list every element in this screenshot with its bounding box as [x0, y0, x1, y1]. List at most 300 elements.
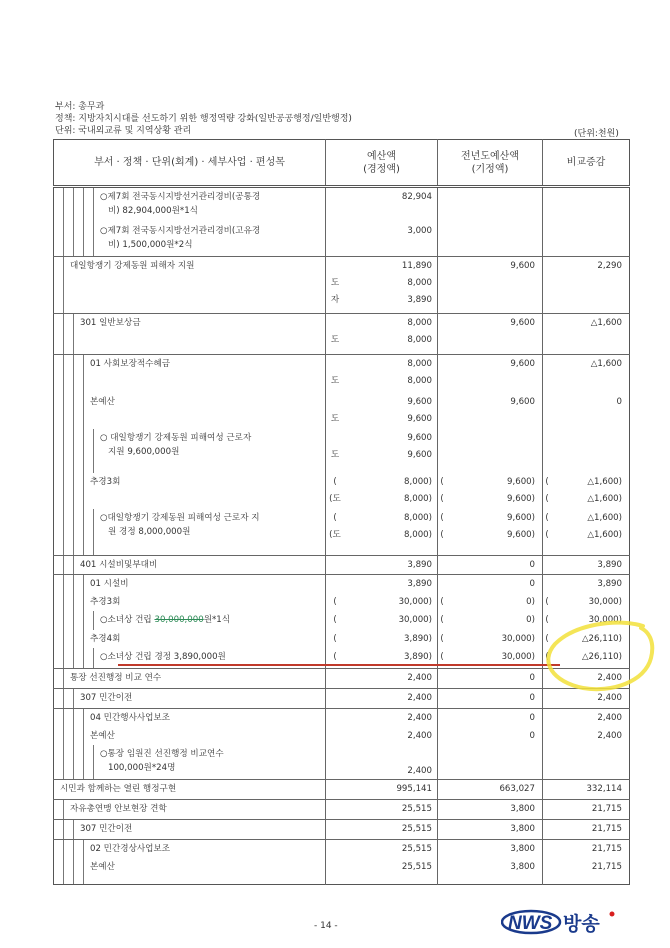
table-row: [54, 745, 630, 780]
amount-prefix: (: [333, 651, 337, 662]
amount-prefix: (: [440, 596, 444, 607]
indent-guide: [83, 355, 84, 393]
table-row: [54, 820, 630, 840]
difference-cell: [543, 509, 630, 556]
amount-prefix: (: [440, 614, 444, 625]
indent-guide: [73, 393, 74, 429]
amount-prefix: (: [440, 633, 444, 644]
amount-value: 25,515: [401, 803, 432, 814]
amount-value: △1,600: [590, 317, 622, 328]
table-row: [54, 509, 630, 556]
budget-cell: [326, 709, 438, 728]
table-row: [54, 611, 630, 630]
indent-guide: [63, 648, 64, 668]
indent-guide: [63, 188, 64, 222]
difference-cell: [543, 840, 630, 859]
difference-cell: [543, 429, 630, 473]
category-cell: [54, 727, 326, 745]
difference-cell: [543, 780, 630, 800]
previous-cell: [438, 556, 543, 575]
amount-prefix: (도: [329, 493, 341, 504]
table-row: [54, 858, 630, 885]
difference-cell: [543, 575, 630, 594]
indent-guide: [83, 745, 84, 779]
difference-cell: [543, 187, 630, 223]
difference-cell: [543, 393, 630, 429]
category-text: 자유총연맹 안보현장 견학: [70, 804, 167, 814]
difference-cell: [543, 257, 630, 314]
indent-guide: [63, 611, 64, 630]
amount-value: 2,400: [407, 730, 432, 741]
amount-value: 9,600: [510, 396, 535, 407]
amount-value: 9,600: [510, 317, 535, 328]
category-text: 지원 9,600,000원: [108, 447, 180, 457]
previous-cell: [438, 709, 543, 728]
category-cell: [54, 429, 326, 473]
indent-guide: [93, 188, 94, 222]
difference-cell: [543, 593, 630, 611]
indent-guide: [83, 611, 84, 630]
amount-value: 2,400: [597, 730, 622, 741]
previous-cell: [438, 429, 543, 473]
amount-value: 25,515: [401, 861, 432, 872]
previous-cell: [438, 355, 543, 394]
amount-value: 3,800: [510, 861, 535, 872]
previous-cell: [438, 257, 543, 314]
difference-cell: [543, 314, 630, 355]
budget-cell: [326, 473, 438, 509]
table-row: [54, 840, 630, 859]
table-row: [54, 473, 630, 509]
amount-value: 3,800: [510, 823, 535, 834]
indent-guide: [83, 393, 84, 429]
amount-prefix: (: [440, 651, 444, 662]
table-row: [54, 355, 630, 394]
amount-prefix: (: [333, 476, 337, 487]
indent-guide: [83, 222, 84, 256]
category-text: ○제7회 전국동시지방선거관리경비(고유경: [100, 226, 261, 236]
category-cell: [54, 593, 326, 611]
previous-cell: [438, 593, 543, 611]
amount-value: 21,715: [591, 823, 622, 834]
amount-value: 3,800: [510, 843, 535, 854]
category-cell: [54, 222, 326, 257]
amount-value: 2,400: [597, 712, 622, 723]
category-text: 비) 1,500,000원*2식: [108, 240, 193, 250]
amount-value: 2,400: [597, 672, 622, 683]
indent-guide: [63, 593, 64, 611]
amount-prefix: 도: [330, 334, 340, 345]
table-row: [54, 593, 630, 611]
indent-guide: [93, 745, 94, 779]
table-row: [54, 393, 630, 429]
amount-value: △1,600): [587, 476, 622, 487]
column-header-category: 부서 · 정책 · 단위(회계) · 세부사업 · 편성목: [54, 140, 326, 187]
indent-guide: [63, 575, 64, 593]
indent-guide: [63, 709, 64, 727]
difference-cell: [543, 858, 630, 885]
amount-value: 11,890: [401, 260, 432, 271]
yellow-highlight-circle: [545, 618, 655, 693]
amount-prefix: 자: [330, 294, 340, 305]
table-row: [54, 780, 630, 800]
amount-value: 21,715: [591, 803, 622, 814]
amount-value: 2,400: [407, 712, 432, 723]
amount-value: 30,000): [398, 614, 432, 625]
category-text: ○제7회 전국동시지방선거관리경비(공통경: [100, 192, 261, 202]
table-row: [54, 222, 630, 257]
category-cell: [54, 257, 326, 314]
category-text: 대일항쟁기 강제동원 피해자 지원: [70, 261, 195, 271]
budget-cell: [326, 840, 438, 859]
category-text: 추경3회: [90, 477, 121, 487]
indent-guide: [93, 611, 94, 630]
budget-cell: [326, 780, 438, 800]
budget-cell: [326, 187, 438, 223]
category-cell: [54, 669, 326, 689]
table-row: [54, 727, 630, 745]
indent-guide: [63, 727, 64, 745]
amount-value: 8,000): [404, 512, 432, 523]
indent-guide: [83, 727, 84, 745]
amount-value: 9,600: [510, 358, 535, 369]
amount-value: △1,600): [587, 512, 622, 523]
amount-value: 8,000): [404, 493, 432, 504]
indent-guide: [63, 840, 64, 858]
indent-guide: [83, 858, 84, 884]
amount-value: 995,141: [396, 783, 432, 794]
budget-cell: [326, 745, 438, 780]
amount-value: 9,600: [407, 413, 432, 424]
amount-prefix: (: [333, 596, 337, 607]
indent-guide: [63, 429, 64, 473]
difference-cell: [543, 355, 630, 394]
amount-prefix: 도: [330, 375, 340, 386]
indent-guide: [93, 648, 94, 668]
category-cell: [54, 858, 326, 885]
red-underline-mark: [118, 664, 560, 666]
amount-value: 663,027: [499, 783, 535, 794]
budget-cell: [326, 800, 438, 820]
indent-guide: [73, 709, 74, 727]
difference-cell: [543, 727, 630, 745]
budget-cell: [326, 257, 438, 314]
budget-cell: [326, 222, 438, 257]
indent-guide: [73, 630, 74, 648]
amount-prefix: (: [545, 493, 549, 504]
previous-cell: [438, 222, 543, 257]
amount-value: 2,400: [407, 672, 432, 683]
amount-value: 3,890: [597, 559, 622, 570]
indent-guide: [73, 593, 74, 611]
indent-guide: [83, 429, 84, 473]
previous-cell: [438, 575, 543, 594]
category-cell: [54, 745, 326, 780]
category-text: 비) 82,904,000원*1식: [108, 206, 198, 216]
category-cell: [54, 840, 326, 859]
budget-cell: [326, 820, 438, 840]
currency-unit: (단위:천원): [574, 129, 619, 139]
policy-line: 정책: 지방자치시대를 선도하기 위한 행정역량 강화(일반공공행정/일반행정): [55, 114, 352, 124]
indent-guide: [73, 840, 74, 858]
category-cell: [54, 187, 326, 223]
table-header-row: [54, 140, 630, 187]
amount-value: 0: [529, 672, 535, 683]
indent-guide: [73, 689, 74, 708]
svg-text:방송: 방송: [563, 913, 600, 935]
previous-cell: [438, 473, 543, 509]
category-text: 04 민간행사사업보조: [90, 713, 171, 723]
category-cell: [54, 800, 326, 820]
indent-guide: [63, 473, 64, 509]
budget-cell: [326, 727, 438, 745]
difference-cell: [543, 709, 630, 728]
amount-value: 3,890): [404, 651, 432, 662]
indent-guide: [73, 314, 74, 354]
table-row: [54, 630, 630, 648]
category-text: 01 시설비: [90, 579, 129, 589]
category-text: 01 사회보장적수혜금: [90, 359, 171, 369]
amount-prefix: (: [545, 512, 549, 523]
indent-guide: [83, 509, 84, 555]
amount-value: 9,600: [407, 449, 432, 460]
indent-guide: [93, 429, 94, 473]
previous-cell: [438, 509, 543, 556]
amount-value: 0: [529, 712, 535, 723]
amount-value: 8,000: [407, 334, 432, 345]
previous-cell: [438, 669, 543, 689]
amount-value: 0: [616, 396, 622, 407]
amount-prefix: 도: [330, 413, 340, 424]
amount-value: 30,000): [588, 596, 622, 607]
budget-cell: [326, 858, 438, 885]
budget-cell: [326, 509, 438, 556]
indent-guide: [73, 858, 74, 884]
budget-cell: [326, 575, 438, 594]
amount-value: 25,515: [401, 843, 432, 854]
amount-value: 9,600: [407, 396, 432, 407]
category-text: 본예산: [90, 397, 115, 407]
indent-guide: [63, 820, 64, 839]
amount-value: 8,000: [407, 358, 432, 369]
previous-cell: [438, 727, 543, 745]
amount-value: 3,000: [407, 225, 432, 236]
indent-guide: [63, 393, 64, 429]
amount-value: 9,600): [507, 476, 535, 487]
indent-guide: [83, 648, 84, 668]
table-row: [54, 429, 630, 473]
indent-guide: [93, 222, 94, 256]
amount-prefix: (: [545, 476, 549, 487]
previous-cell: [438, 745, 543, 780]
amount-value: 332,114: [586, 783, 622, 794]
amount-prefix: (: [440, 512, 444, 523]
category-text: 본예산: [90, 731, 115, 741]
category-text: 통장 선진행정 비교 연수: [70, 673, 162, 683]
indent-guide: [73, 222, 74, 256]
indent-guide: [63, 314, 64, 354]
amount-value: 0): [526, 596, 535, 607]
amount-value: 9,600: [510, 260, 535, 271]
indent-guide: [73, 509, 74, 555]
indent-guide: [63, 745, 64, 779]
budget-cell: [326, 556, 438, 575]
indent-guide: [73, 355, 74, 393]
previous-cell: [438, 800, 543, 820]
amount-prefix: (도: [329, 529, 341, 540]
amount-value: 30,000): [501, 651, 535, 662]
budget-cell: [326, 593, 438, 611]
page-number: - 14 -: [314, 921, 338, 931]
column-header-difference: 비교증감: [543, 140, 630, 187]
category-text: 301 일반보상금: [80, 318, 141, 328]
budget-cell: [326, 611, 438, 630]
category-cell: [54, 630, 326, 648]
category-cell: [54, 689, 326, 709]
amount-value: 2,400: [407, 692, 432, 703]
indent-guide: [73, 556, 74, 574]
amount-prefix: (: [545, 614, 549, 625]
amount-prefix: (: [333, 633, 337, 644]
indent-guide: [73, 188, 74, 222]
previous-cell: [438, 630, 543, 648]
previous-cell: [438, 689, 543, 709]
category-cell: [54, 355, 326, 394]
indent-guide: [93, 509, 94, 555]
table-body: [54, 187, 630, 885]
amount-value: 0: [529, 692, 535, 703]
category-text: 02 민간경상사업보조: [90, 844, 171, 854]
amount-value: 82,904: [401, 191, 432, 202]
indent-guide: [73, 473, 74, 509]
previous-cell: [438, 314, 543, 355]
table-row: [54, 556, 630, 575]
indent-guide: [63, 355, 64, 393]
category-cell: [54, 473, 326, 509]
category-text: ○소녀상 건립 경정 3,890,000원: [100, 652, 226, 662]
category-cell: [54, 611, 326, 630]
indent-guide: [83, 840, 84, 858]
previous-cell: [438, 820, 543, 840]
amount-prefix: (: [333, 614, 337, 625]
indent-guide: [83, 709, 84, 727]
budget-cell: [326, 630, 438, 648]
amount-value: 25,515: [401, 823, 432, 834]
amount-prefix: 도: [330, 449, 340, 460]
department-line: 부서: 총무과: [55, 102, 105, 112]
previous-cell: [438, 840, 543, 859]
previous-cell: [438, 858, 543, 885]
category-cell: [54, 575, 326, 594]
table-row: [54, 800, 630, 820]
budget-cell: [326, 314, 438, 355]
indent-guide: [63, 509, 64, 555]
budget-cell: [326, 669, 438, 689]
amount-value: 2,400: [597, 692, 622, 703]
amount-value: 9,600): [507, 493, 535, 504]
difference-cell: [543, 473, 630, 509]
amount-value: 8,000: [407, 277, 432, 288]
amount-value: 3,890: [407, 578, 432, 589]
table-row: [54, 187, 630, 223]
difference-cell: [543, 800, 630, 820]
amount-value: 3,890: [407, 559, 432, 570]
amount-prefix: (: [545, 651, 549, 662]
category-text: 본예산: [90, 862, 115, 872]
indent-guide: [73, 611, 74, 630]
category-cell: [54, 509, 326, 556]
category-text: 시민과 함께하는 열린 행정구현: [60, 784, 177, 794]
amount-value: 0: [529, 730, 535, 741]
budget-cell: [326, 429, 438, 473]
budget-cell: [326, 689, 438, 709]
amount-prefix: (: [440, 529, 444, 540]
difference-cell: [543, 820, 630, 840]
nws-logo-icon: [501, 909, 619, 935]
indent-guide: [83, 575, 84, 593]
category-text: ○ 대일항쟁기 강제동원 피해여성 근로자: [100, 433, 252, 443]
indent-guide: [63, 222, 64, 256]
difference-cell: [543, 222, 630, 257]
table-row: [54, 575, 630, 594]
amount-value: 30,000): [501, 633, 535, 644]
table-row: [54, 314, 630, 355]
category-text: 100,000원*24명: [108, 763, 176, 773]
amount-prefix: (: [545, 596, 549, 607]
amount-value: 8,000: [407, 317, 432, 328]
amount-value: 8,000): [404, 529, 432, 540]
indent-guide: [73, 575, 74, 593]
table-row: [54, 669, 630, 689]
category-text: 401 시설비및부대비: [80, 560, 158, 570]
indent-guide: [63, 556, 64, 574]
amount-value: △1,600): [587, 529, 622, 540]
amount-value: 30,000): [588, 614, 622, 625]
amount-value: 2,400: [407, 765, 432, 776]
amount-value: 0: [529, 578, 535, 589]
amount-value: 9,600: [407, 432, 432, 443]
amount-prefix: (: [333, 512, 337, 523]
amount-value: △26,110): [581, 633, 622, 644]
category-cell: [54, 709, 326, 728]
amount-prefix: (: [545, 529, 549, 540]
indent-guide: [63, 669, 64, 688]
category-text: 307 민간이전: [80, 824, 133, 834]
amount-value: 3,890: [407, 294, 432, 305]
amount-value: 8,000): [404, 476, 432, 487]
category-text: ○통장 임원진 선진행정 비교연수: [100, 749, 224, 759]
category-cell: [54, 780, 326, 800]
column-header-previous: 전년도예산액 (기정액): [438, 140, 543, 187]
category-text: 원 경정 8,000,000원: [108, 527, 191, 537]
previous-cell: [438, 393, 543, 429]
budget-cell: [326, 355, 438, 394]
amount-value: 0: [529, 559, 535, 570]
amount-value: 3,800: [510, 803, 535, 814]
category-cell: [54, 393, 326, 429]
indent-guide: [63, 858, 64, 884]
amount-prefix: (: [440, 493, 444, 504]
column-header-budget: 예산액 (경정액): [326, 140, 438, 187]
category-cell: [54, 820, 326, 840]
category-cell: [54, 314, 326, 355]
amount-prefix: (: [545, 633, 549, 644]
indent-guide: [63, 800, 64, 819]
amount-value: △26,110): [581, 651, 622, 662]
indent-guide: [83, 593, 84, 611]
amount-value: △1,600): [587, 493, 622, 504]
amount-value: 30,000): [398, 596, 432, 607]
